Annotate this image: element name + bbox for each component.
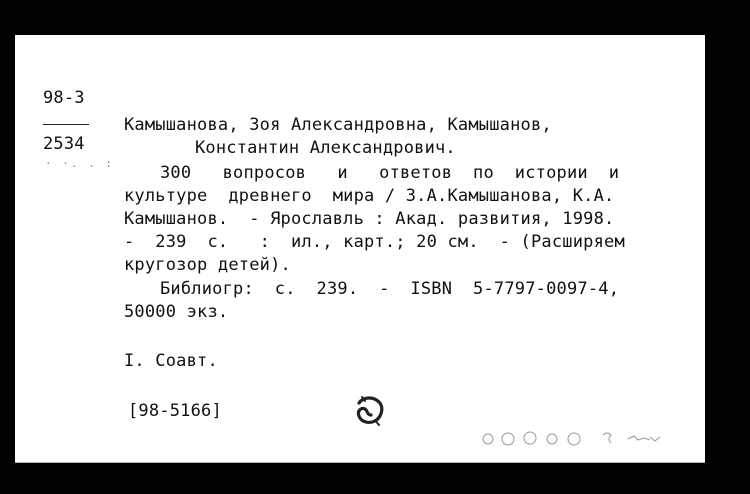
call-number-top: 98-3 (43, 88, 85, 108)
faint-marks: · ·. . : (45, 157, 114, 170)
author-line-1: Камышанова, Зоя Александровна, Камышанов, (124, 115, 552, 135)
body-line-3: Камышанов. - Ярославль : Акад. развития, 1998. (124, 209, 615, 229)
body-line-7: 50000 экз. (124, 302, 229, 322)
control-number: [98-5166] (128, 401, 222, 421)
body-line-5: кругозор детей). (124, 255, 291, 275)
author-line-2: Константин Александрович. (195, 138, 456, 158)
body-line-1: 300 вопросов и ответов по истории и (160, 163, 620, 183)
call-number-divider (43, 124, 89, 125)
tracing: I. Соавт. (124, 351, 218, 371)
catalog-card (15, 35, 705, 463)
ink-stamp-icon (353, 393, 387, 427)
scan-noise-icon (478, 427, 668, 451)
body-line-4: - 239 с. : ил., карт.; 20 см. - (Расширяем (124, 232, 625, 252)
call-number-bottom: 2534 (43, 134, 85, 154)
card-bottom-edge (15, 462, 705, 463)
body-line-2: культуре древнего мира / З.А.Камышанова, К.А. (124, 186, 615, 206)
body-line-6: Библиогр: с. 239. - ISBN 5-7797-0097-4, (160, 279, 620, 299)
